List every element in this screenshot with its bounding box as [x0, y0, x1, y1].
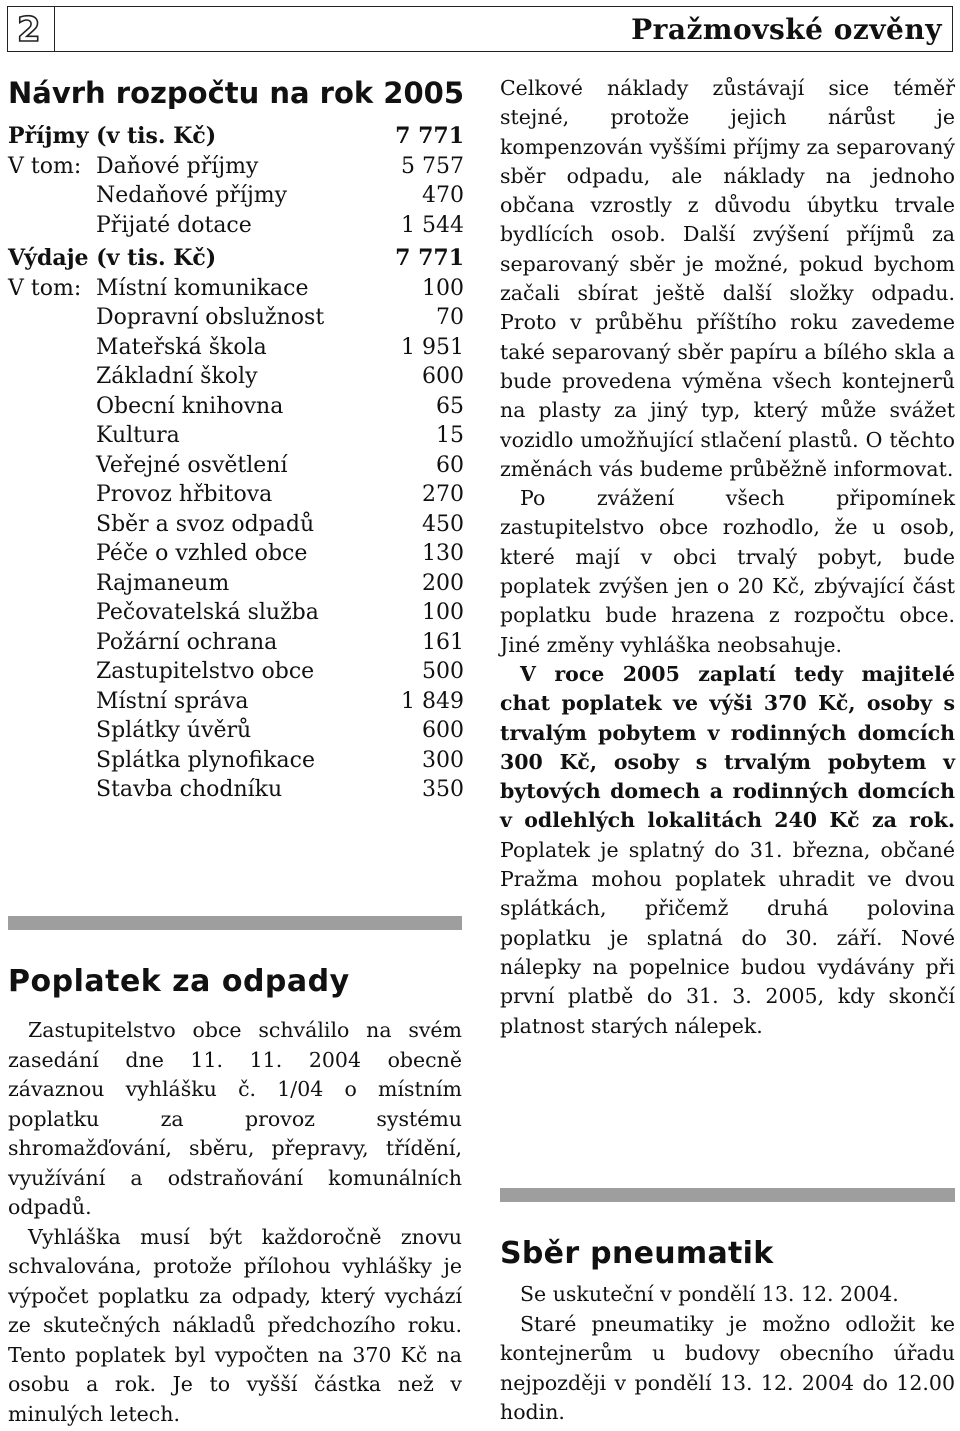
- budget-row-name: Pečovatelská služba: [96, 600, 319, 625]
- budget-row-prefix: [8, 687, 96, 717]
- budget-row-name: Splátky úvěrů: [96, 718, 252, 743]
- budget-row-name: Daňové příjmy: [96, 153, 259, 179]
- page-number: 2: [17, 10, 41, 50]
- tires-article-title: Sběr pneumatik: [500, 1236, 774, 1271]
- budget-row-prefix: [8, 510, 96, 540]
- budget-row-value: 270: [422, 482, 464, 507]
- budget-row-name: Stavba chodníku: [96, 777, 283, 802]
- budget-row: [8, 211, 464, 241]
- budget-row: [8, 392, 464, 422]
- budget-row-name: Mateřská škola: [96, 334, 267, 360]
- budget-row-prefix: [8, 598, 96, 628]
- budget-row-name: Péče o vzhled obce: [96, 541, 308, 566]
- budget-row-name: Nedaňové příjmy: [96, 183, 288, 208]
- budget-row: [8, 716, 464, 746]
- budget-row-value: 1 951: [401, 334, 464, 360]
- budget-row-prefix: [8, 181, 96, 211]
- budget-row-name: Sběr a svoz odpadů: [96, 511, 315, 537]
- budget-title: Návrh rozpočtu na rok 2005: [8, 76, 464, 110]
- budget-row-value: 161: [422, 629, 464, 655]
- expense-total-row: [8, 244, 464, 274]
- budget-row: [8, 333, 464, 363]
- budget-row-name: Základní školy: [96, 364, 258, 389]
- budget-row: [8, 598, 464, 628]
- budget-row-prefix: [8, 333, 96, 363]
- budget-row-value: 300: [422, 747, 464, 773]
- budget-row: [8, 628, 464, 658]
- income-label: Příjmy (v tis. Kč): [8, 123, 217, 149]
- budget-row: [8, 775, 464, 805]
- budget-row: [8, 421, 464, 451]
- budget-row-value: 70: [436, 305, 464, 330]
- budget-row-name: Provoz hřbitova: [96, 482, 273, 507]
- budget-row-name: Přijaté dotace: [96, 212, 252, 238]
- budget-row-value: 60: [436, 452, 464, 478]
- tires-paragraph: Staré pneumatiky je možno odložit ke kontejnerům u budovy obecního úřadu nejpozději v pondělí 13. 12. 2004 do 12.00 hodin.: [500, 1311, 955, 1424]
- page-number-box: [7, 6, 55, 52]
- fee-rates-bold: V roce 2005 zaplatí tedy majitelé chat poplatek ve výši 370 Kč, osoby s trvalým pobytem v rodinných domcích 300 Kč, osoby s trvalým pobytem v bytových domech a rodinných domcích v odlehlých lokalitách 240 Kč za rok.: [500, 661, 955, 833]
- budget-row-value: 600: [422, 364, 464, 389]
- budget-row-prefix: [8, 421, 96, 451]
- budget-row-value: 470: [422, 183, 464, 208]
- budget-row-value: 1 544: [401, 212, 464, 238]
- expense-label: Výdaje (v tis. Kč): [8, 245, 217, 271]
- budget-row-value: 130: [422, 541, 464, 566]
- fee-cont-paragraph: Celkové náklady zůstávají sice téměř stejné, protože jejich nárůst je kompenzován vyššími příjmy za separovaný sběr odpadu, ale náklady na jednoho občana vzrostly z důvodu úbytku trvale bydlících osob. Další zvýšení příjmů za separovaný sběr je možné, pokud bychom začali sbírat ještě další složky odpadu. Proto v průběhu příštího roku zavedeme také separovaný sběr papíru a bílého skla a bude provedena výměna všech kontejnerů na plasty za jiný typ, který může svážet vozidlo umožňující stlačení plastů. O těchto změnách vás budeme průběžně informovat.: [500, 76, 955, 481]
- budget-row-name: Veřejné osvětlení: [96, 452, 288, 478]
- budget-row-value: 600: [422, 718, 464, 743]
- budget-row-prefix: [8, 746, 96, 776]
- fee-cont-paragraph: Po zvážení všech připomínek zastupitelstvo obce rozhodlo, že u osob, které mají v obci trvalý pobyt, bude poplatek zvýšen jen o 20 Kč, zbývající část poplatku bude hrazena z rozpočtu obce. Jiné změny vyhláška neobsahuje.: [500, 486, 955, 657]
- budget-row: [8, 303, 464, 333]
- budget-row: [8, 181, 464, 211]
- budget-row-prefix: [8, 539, 96, 569]
- newspaper-title: Pražmovské ozvěny: [631, 13, 942, 46]
- fee-article-title: Poplatek za odpady: [8, 964, 350, 999]
- budget-row-value: 65: [436, 393, 464, 419]
- income-total-row: [8, 122, 464, 152]
- budget-row-value: 200: [422, 570, 464, 596]
- fee-paragraph: Vyhláška musí být každoročně znovu schvalována, protože přílohou vyhlášky je výpočet poplatku za odpady, který vychází ze skutečných nákladů předchozího roku. Tento poplatek byl vypočten na 370 Kč na osobu a rok. Je to vyšší částka než v minulých letech.: [8, 1224, 462, 1426]
- fee-cont-paragraph-rates: [500, 660, 955, 1041]
- budget-row-name: Rajmaneum: [96, 570, 230, 596]
- header-top-rule: [7, 6, 953, 7]
- budget-row-value: 1 849: [401, 688, 464, 714]
- fee-paragraph: Zastupitelstvo obce schválilo na svém zasedání dne 11. 11. 2004 obecně závaznou vyhlášku č. 1/04 o místním poplatku za provoz systému shromažďování, sběru, přepravy, třídění, využívání a odstraňování komunálních odpadů.: [8, 1018, 462, 1219]
- budget-row: [8, 746, 464, 776]
- budget-row-prefix: [8, 657, 96, 687]
- budget-row-prefix: [8, 362, 96, 392]
- fee-rates-rest: Poplatek je splatný do 31. března, občané Pražma mohou poplatek uhradit ve dvou splátkách, přičemž druhá polovina poplatku je splatná do 30. září. Nové nálepky na popelnice budou vydávány při první platbě do 31. 3. 2005, kdy skončí platnost starých nálepek.: [500, 837, 955, 1038]
- budget-row-name: Místní správa: [96, 688, 249, 714]
- budget-row: [8, 480, 464, 510]
- budget-row-prefix: [8, 569, 96, 599]
- budget-row: [8, 510, 464, 540]
- budget-row-prefix: [8, 451, 96, 481]
- budget-row: [8, 152, 464, 182]
- budget-section: [8, 74, 464, 805]
- budget-row-name: Splátka plynofikace: [96, 747, 316, 773]
- budget-row-prefix: [8, 211, 96, 241]
- budget-row-name: Zastupitelstvo obce: [96, 659, 315, 684]
- budget-row: [8, 274, 464, 304]
- budget-row: [8, 657, 464, 687]
- budget-row-name: Dopravní obslužnost: [96, 305, 325, 330]
- income-total: 7 771: [395, 123, 464, 149]
- header-bottom-rule: [55, 51, 953, 52]
- budget-row-prefix: V tom:: [8, 275, 82, 301]
- budget-row-value: 15: [436, 423, 464, 448]
- budget-row-prefix: [8, 480, 96, 510]
- budget-row-value: 450: [422, 511, 464, 537]
- budget-row-prefix: [8, 775, 96, 805]
- budget-row-prefix: [8, 716, 96, 746]
- budget-row-name: Požární ochrana: [96, 629, 278, 655]
- tires-paragraph: Se uskuteční v pondělí 13. 12. 2004.: [520, 1282, 899, 1306]
- budget-row-value: 350: [422, 777, 464, 802]
- budget-row-prefix: [8, 303, 96, 333]
- fee-article-continued: [500, 74, 955, 1041]
- section-divider-left: [8, 916, 462, 930]
- expense-total: 7 771: [395, 245, 464, 271]
- budget-row-prefix: [8, 628, 96, 658]
- budget-row-value: 500: [422, 659, 464, 684]
- tires-article-body: [500, 1280, 955, 1428]
- budget-row-prefix: [8, 392, 96, 422]
- budget-table: [8, 122, 464, 805]
- budget-row: [8, 362, 464, 392]
- header-right-rule: [952, 6, 953, 52]
- budget-row: [8, 539, 464, 569]
- budget-row-name: Obecní knihovna: [96, 393, 284, 419]
- budget-row: [8, 451, 464, 481]
- budget-row: [8, 569, 464, 599]
- budget-row-value: 100: [422, 600, 464, 625]
- fee-article-body: [8, 1016, 462, 1429]
- budget-row-value: 100: [422, 275, 464, 301]
- budget-row-value: 5 757: [401, 153, 464, 179]
- budget-row-name: Kultura: [96, 423, 180, 448]
- budget-row-name: Místní komunikace: [96, 275, 309, 301]
- budget-row-prefix: V tom:: [8, 153, 82, 179]
- budget-row: [8, 687, 464, 717]
- section-divider-right: [500, 1188, 955, 1202]
